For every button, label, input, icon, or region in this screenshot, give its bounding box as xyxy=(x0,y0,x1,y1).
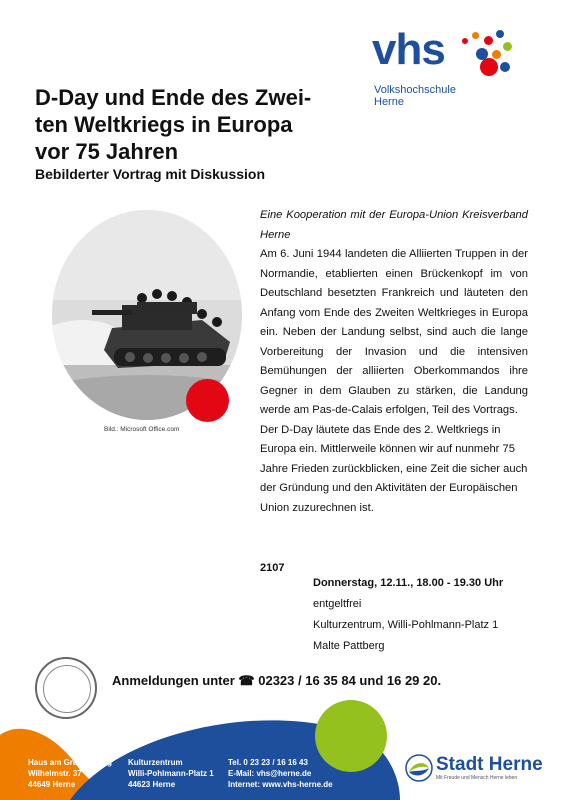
vhs-logo-subtitle: Volkshochschule Herne xyxy=(374,84,456,108)
course-fee: entgeltfrei xyxy=(313,598,362,610)
footer-contact: Tel. 0 23 23 / 16 16 43 E-Mail: vhs@herne.de Internet: www.vhs-herne.de xyxy=(228,758,333,789)
footer-address-2: Kulturzentrum Willi-Pohlmann-Platz 1 44623 Herne xyxy=(128,758,214,789)
phone-icon: ☎ xyxy=(238,673,255,688)
course-location: Kulturzentrum, Willi-Pohlmann-Platz 1 xyxy=(313,619,499,631)
course-lecturer: Malte Pattberg xyxy=(313,640,385,652)
paragraph-2: Der D-Day läutete das Ende des 2. Weltkriegs in Europa ein. Mittlerweile können wir auf nunmehr 75 Jahre Frieden zurückblicken, eine Zeit die sicher auch der Gründung und den Aktivitäten der Europäischen Union zuzurechnen ist. xyxy=(260,423,528,514)
stadt-herne-tagline: Mit Freude und Mensch Herne leben xyxy=(436,775,518,781)
footer-address-1: Haus am Grünen Ring Wilhelmstr. 37 44649 Herne xyxy=(28,758,113,789)
page-title: D-Day und Ende des Zwei- ten Weltkriegs in Europa vor 75 Jahren xyxy=(35,85,312,164)
registration-line xyxy=(112,673,441,689)
stadt-herne-emblem-icon xyxy=(405,754,433,782)
vhs-logo-word: vhs xyxy=(372,25,445,74)
photo-credit: Bild.: Microsoft Office.com xyxy=(104,426,180,433)
registration-text: Anmeldungen unter xyxy=(112,673,235,688)
stadt-herne-name: Stadt Herne xyxy=(436,754,543,775)
cooperation-note: Eine Kooperation mit der Europa-Union Kreisverband Herne xyxy=(260,209,528,241)
paragraph-1: Am 6. Juni 1944 landeten die Alliierten Truppen in der Normandie, etablierten einen Brückenkopf im von Deutschland besetzten Frankreich und läuteten den Anfang vom Ende des Zweiten Weltkrieges in Europa ein. Neben der Landung selbst, sind auch die lange Vorbereitung der Invasion und die intensiven Bemühungen der alliierten Oberkommandos ihre Gegner in dem Glauben zu stärken, die Landung werde am Pas-de-Calais erfolgen, Teil des Vortrags. xyxy=(260,248,528,416)
course-code: 2107 xyxy=(260,562,285,574)
vhs-logo-dots xyxy=(458,30,518,80)
registration-phone: 02323 / 16 35 84 und 16 29 20. xyxy=(258,673,442,688)
page-subtitle: Bebilderter Vortrag mit Diskussion xyxy=(35,166,266,182)
red-dot-decoration xyxy=(186,379,229,422)
course-date: Donnerstag, 12.11., 18.00 - 19.30 Uhr xyxy=(313,577,504,589)
description-text xyxy=(260,206,528,518)
course-details xyxy=(313,573,503,657)
